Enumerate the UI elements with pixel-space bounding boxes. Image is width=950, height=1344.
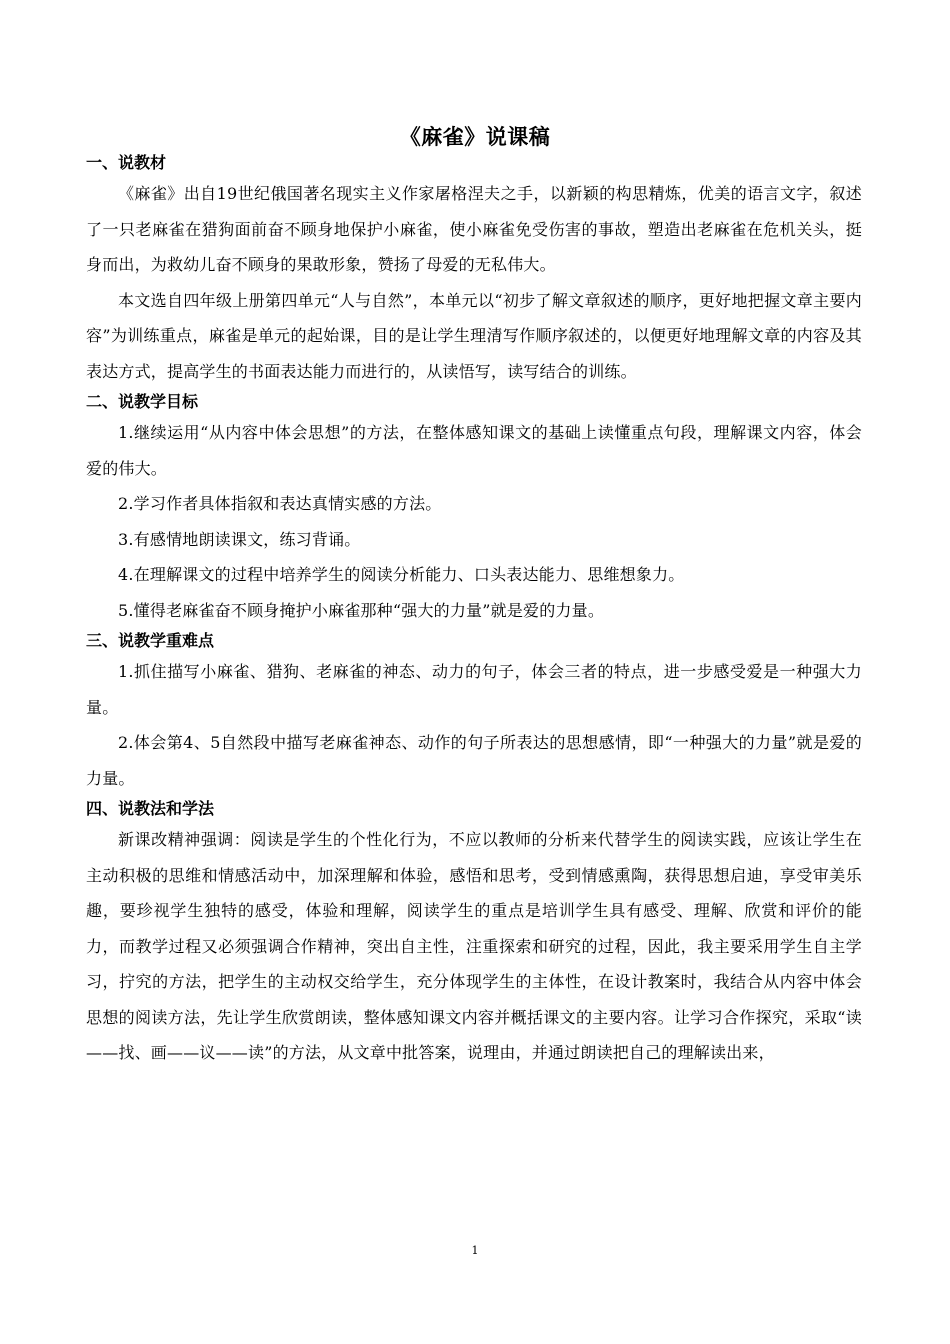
list-item: 2.学习作者具体指叙和表达真情实感的方法。	[118, 494, 442, 513]
section-heading: 四、说教法和学法	[86, 799, 215, 818]
list-item: 4.在理解课文的过程中培养学生的阅读分析能力、口头表达能力、思维想象力。	[118, 565, 685, 584]
section-heading: 一、说教材	[86, 153, 167, 172]
document-title: 《麻雀》说课稿	[399, 125, 551, 149]
list-item: 3.有感情地朗读课文，练习背诵。	[118, 529, 361, 549]
list-item: 1.继续运用“从内容中体会思想”的方法，在整体感知课文的基础上读懂重点句段，理解课文内容，体会爱的伟大。	[86, 423, 862, 478]
section-textbook	[86, 150, 862, 389]
section-teaching-goals	[86, 389, 862, 628]
section-methods	[86, 796, 862, 1071]
list-item: 1.抓住描写小麻雀、猎狗、老麻雀的神态、动力的句子，体会三者的特点，进一步感受爱是一种强大力量。	[86, 662, 862, 717]
paragraph: 本文选自四年级上册第四单元“人与自然”，本单元以“初步了解文章叙述的顺序，更好地把握文章主要内容”为训练重点，麻雀是单元的起始课，目的是让学生理清写作顺序叙述的，以便更好地理解文章的内容及其表达方式，提高学生的书面表达能力而进行的，从读悟写，读写结合的训练。	[86, 290, 862, 381]
paragraph: 新课改精神强调：阅读是学生的个性化行为，不应以教师的分析来代替学生的阅读实践，应该让学生在主动积极的思维和情感活动中，加深理解和体验，感悟和思考，受到情感熏陶，获得思想启迪，享受审美乐趣，要珍视学生独特的感受，体验和理解，阅读学生的重点是培训学生具有感受、理解、欣赏和评价的能力，而教学过程又必须强调合作精神，突出自主性，注重探索和研究的过程，因此，我主要采用学生自主学习，拧究的方法，把学生的主动权交给学生，充分体现学生的主体性，在设计教案时，我结合从内容中体会思想的阅读方法，先让学生欣赏朗读，整体感知课文内容并概括课文的主要内容。让学习合作探究，采取“读——找、画——议——读”的方法，从文章中批答案，说理由，并通过朗读把自己的理解读出来，	[86, 830, 862, 1062]
document-body	[86, 150, 862, 1071]
section-heading: 三、说教学重难点	[86, 631, 215, 650]
list-item: 2.体会第4、5自然段中描写老麻雀神态、动作的句子所表达的思想感情，即“一种强大的力量”就是爱的力量。	[86, 733, 862, 788]
section-heading: 二、说教学目标	[86, 392, 199, 411]
paragraph: 《麻雀》出自19世纪俄国著名现实主义作家屠格涅夫之手，以新颖的构思精炼，优美的语言文字，叙述了一只老麻雀在猎狗面前奋不顾身地保护小麻雀，使小麻雀免受伤害的事故，塑造出老麻雀在危机关头，挺身而出，为救幼儿奋不顾身的果敢形象，赞扬了母爱的无私伟大。	[86, 184, 862, 274]
section-key-points	[86, 628, 862, 796]
page-number: 1	[471, 1244, 479, 1257]
list-item: 5.懂得老麻雀奋不顾身掩护小麻雀那种“强大的力量”就是爱的力量。	[118, 600, 605, 620]
